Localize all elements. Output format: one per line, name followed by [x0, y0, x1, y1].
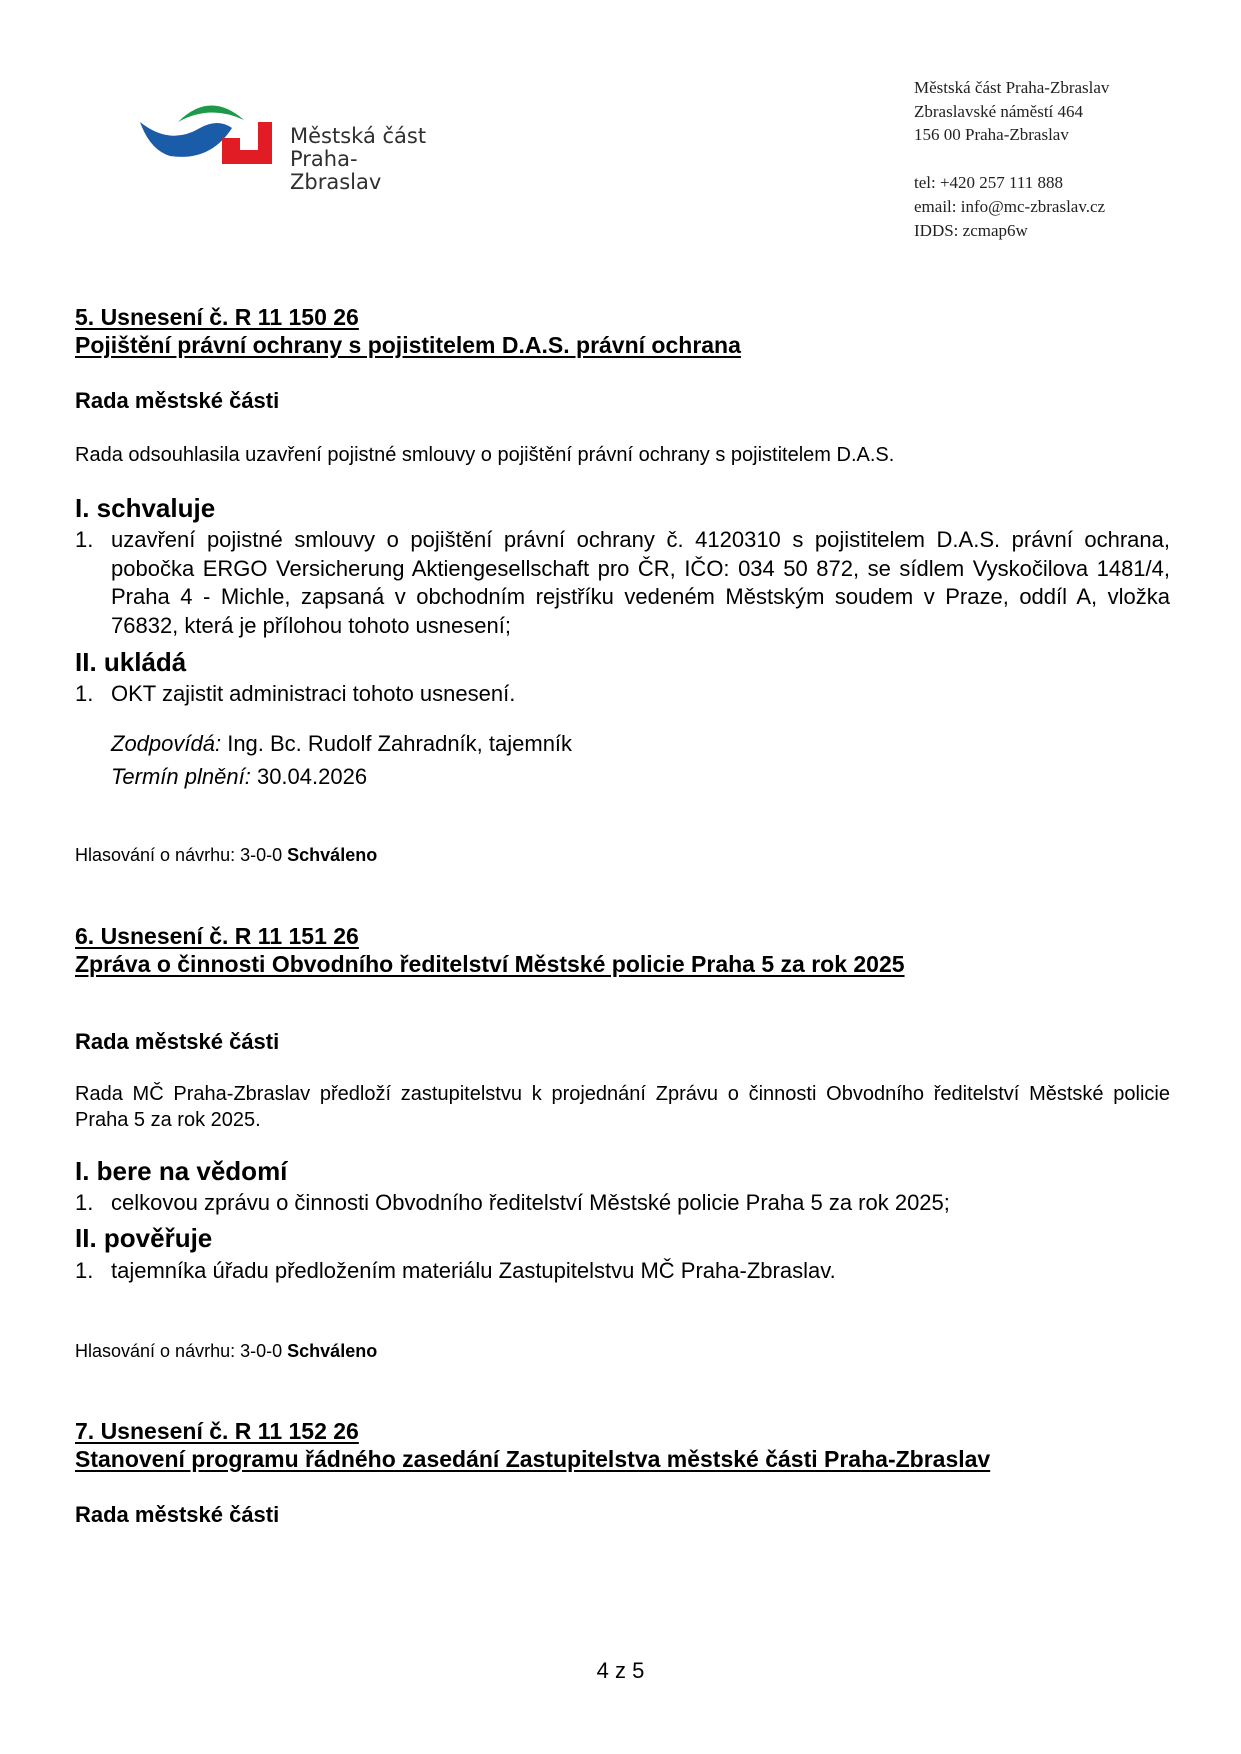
resolution-title: Zpráva o činnosti Obvodního ředitelství Městské policie Praha 5 za rok 2025 — [75, 950, 905, 977]
resolution-number: 5. Usnesení č. R 11 150 26 — [75, 304, 359, 330]
resolution-title: Pojištění právní ochrany s pojistitelem D.A.S. právní ochrana — [75, 332, 741, 358]
page-number: 4 z 5 — [596, 1658, 645, 1683]
resolution-intro: Rada MČ Praha-Zbraslav předloží zastupitelstvu k projednání Zprávu o činnosti Obvodního ředitelství Městské policie Praha 5 za rok 2025. — [75, 1082, 1170, 1131]
deadline-label: Termín plnění: — [111, 763, 251, 789]
resolution-body: Rada městské části — [75, 1501, 280, 1527]
responsible-line — [111, 727, 1170, 760]
resolution-title: Stanovení programu řádného zasedání Zastupitelstva městské části Praha-Zbraslav — [75, 1445, 991, 1472]
municipality-logo — [140, 98, 440, 194]
vote-result: 3-0-0 — [240, 844, 283, 865]
resolution-6 — [75, 922, 1170, 1362]
address-line-2: Zbraslavské náměstí 464 — [914, 101, 1084, 121]
resolutions-content — [75, 303, 1170, 1529]
item-text: celkovou zprávu o činnosti Obvodního ředitelství Městské policie Praha 5 za rok 2025; — [111, 1189, 950, 1215]
section-item — [75, 526, 1170, 640]
resolution-body: Rada městské části — [75, 1028, 280, 1054]
responsible-value: Ing. Bc. Rudolf Zahradník, tajemník — [227, 730, 573, 756]
vote-result: 3-0-0 — [240, 1340, 283, 1361]
vote-status: Schváleno — [287, 844, 378, 865]
resolution-number: 6. Usnesení č. R 11 151 26 — [75, 922, 359, 949]
address-line-1: Městská část Praha-Zbraslav — [914, 78, 1110, 97]
item-number: 1. — [75, 527, 94, 552]
item-number: 1. — [75, 1189, 94, 1215]
logo-line-1: Městská část — [290, 124, 427, 148]
vote-line — [75, 844, 1170, 866]
item-number: 1. — [75, 1258, 94, 1283]
item-text: OKT zajistit administraci tohoto usnesení. — [111, 681, 516, 706]
logo-green-arc — [178, 105, 244, 122]
vote-status: Schváleno — [287, 1340, 378, 1361]
logo-wordmark — [290, 125, 440, 194]
item-number: 1. — [75, 681, 94, 706]
item-text: tajemníka úřadu předložením materiálu Zastupitelstvu MČ Praha-Zbraslav. — [111, 1258, 836, 1283]
resolution-7 — [75, 1417, 1170, 1529]
address-line-3: 156 00 Praha-Zbraslav — [914, 125, 1069, 145]
section-item — [75, 1257, 1170, 1286]
deadline-line — [111, 760, 1170, 793]
address-email: email: info@mc-zbraslav.cz — [914, 196, 1106, 216]
responsible-label: Zodpovídá: — [111, 730, 222, 756]
resolution-intro: Rada odsouhlasila uzavření pojistné smlouvy o pojištění právní ochrany s pojistitelem D.A.S. — [75, 444, 895, 466]
vote-line — [75, 1340, 1170, 1362]
deadline-value: 30.04.2026 — [256, 763, 368, 789]
address-idds: IDDS: zcmap6w — [914, 220, 1028, 240]
item-text: uzavření pojistné smlouvy o pojištění právní ochrany č. 4120310 s pojistitelem D.A.S. právní ochrana, pobočka ERGO Versicherung Aktiengesellschaft pro ČR, IČO: 034 50 872, se sídlem Vyskočilova 1481/4, Praha 4 - Michle, zapsaná v obchodním rejstříku vedeném Městským soudem v Praze, oddíl A, vložka 76832, která je přílohou tohoto usnesení; — [111, 527, 1170, 638]
section-item — [75, 1189, 1170, 1218]
vote-label: Hlasování o návrhu: — [75, 844, 236, 865]
section-heading: I. schvaluje — [75, 493, 216, 523]
resolution-number: 7. Usnesení č. R 11 152 26 — [75, 1417, 359, 1444]
logo-line-2: Praha-Zbraslav — [290, 147, 382, 194]
logo-mark-icon — [140, 98, 280, 168]
resolution-5 — [75, 303, 1170, 866]
address-block — [914, 76, 1109, 242]
address-tel: tel: +420 257 111 888 — [914, 173, 1064, 193]
logo-blue-wave — [140, 122, 232, 157]
resolution-body: Rada městské části — [75, 388, 280, 413]
vote-label: Hlasování o návrhu: — [75, 1340, 236, 1361]
section-heading: II. pověřuje — [75, 1223, 213, 1253]
section-item — [75, 680, 1170, 709]
section-heading: II. ukládá — [75, 647, 187, 677]
section-heading: I. bere na vědomí — [75, 1155, 288, 1186]
